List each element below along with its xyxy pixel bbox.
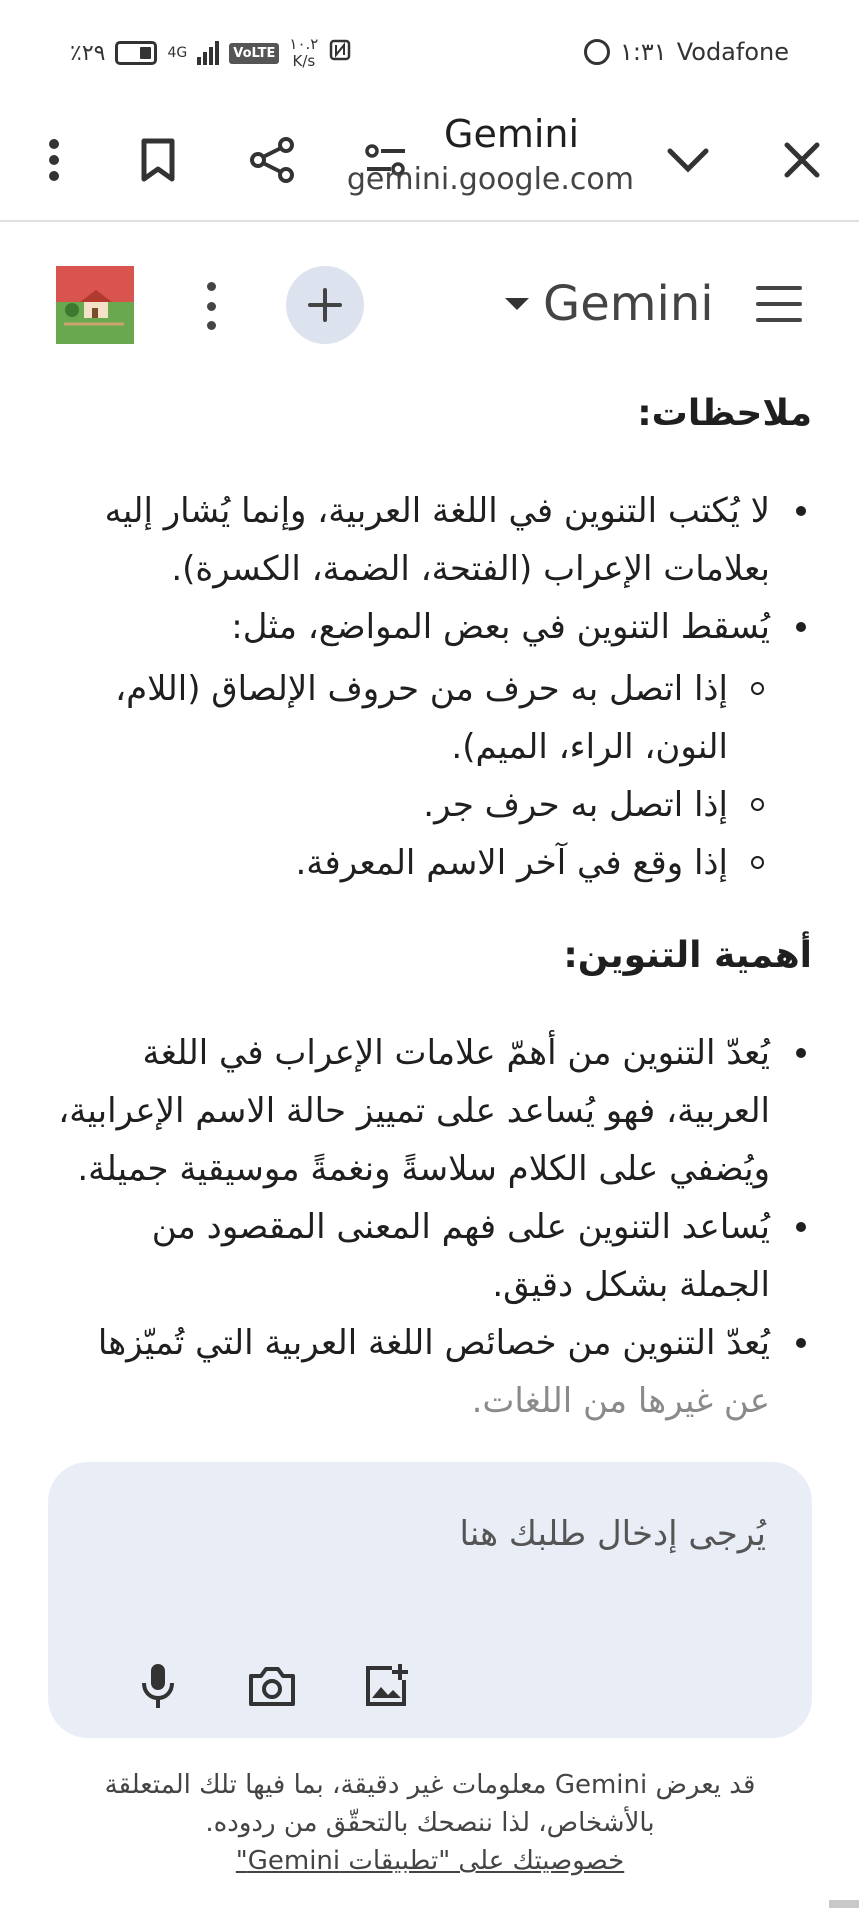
- avatar[interactable]: [56, 266, 134, 344]
- disclaimer-text: قد يعرض Gemini معلومات غير دقيقة، بما فيها تلك المتعلقة بالأشخاص، لذا ننصحك بالتحقّق من ردوده.: [104, 1770, 756, 1838]
- signal-icon: [197, 41, 219, 65]
- importance-section: [56, 930, 812, 1430]
- battery-icon: [115, 41, 157, 65]
- list-item: إذا اتصل به حرف جر.: [56, 776, 770, 834]
- speed-unit: K/s: [292, 52, 316, 70]
- camera-icon[interactable]: [244, 1658, 300, 1714]
- chevron-down-icon[interactable]: [658, 130, 718, 190]
- bookmark-icon[interactable]: [128, 130, 188, 190]
- privacy-link[interactable]: خصوصيتك على "تطبيقات Gemini": [235, 1846, 625, 1876]
- importance-heading: أهمية التنوين:: [563, 935, 812, 976]
- page-title: Gemini: [444, 112, 580, 156]
- scrollbar[interactable]: [829, 1900, 859, 1908]
- app-header: [0, 262, 859, 350]
- response-content: [56, 388, 812, 1430]
- browser-toolbar: [0, 100, 859, 222]
- list-item: يُعدّ التنوين من أهمّ علامات الإعراب في اللغة العربية، فهو يُساعد على تمييز حالة الاسم الإعرابية، ويُضفي على الكلام سلاسةً ونغمةً موسيقية جميلة.: [56, 1024, 812, 1198]
- speed-value: ١٠.٢: [289, 35, 319, 53]
- more-vert-icon[interactable]: [24, 130, 84, 190]
- carrier-name: Vodafone: [676, 38, 789, 66]
- more-options-icon[interactable]: [196, 282, 226, 330]
- status-right: [584, 38, 789, 66]
- whatsapp-icon: [584, 39, 610, 65]
- notes-list: [56, 482, 812, 656]
- list-item: يُساعد التنوين على فهم المعنى المقصود من الجملة بشكل دقيق.: [56, 1198, 812, 1314]
- list-item-text: يُعدّ التنوين من خصائص اللغة العربية التي تُميّزها: [97, 1323, 770, 1363]
- list-item: يُسقط التنوين في بعض المواضع، مثل:: [56, 598, 812, 656]
- disclaimer: [80, 1766, 780, 1880]
- importance-list: [56, 1024, 812, 1430]
- notes-heading: ملاحظات:: [637, 393, 812, 434]
- share-icon[interactable]: [242, 130, 302, 190]
- mic-icon[interactable]: [130, 1658, 186, 1714]
- list-item-text-faded: عن غيرها من اللغات.: [471, 1381, 770, 1421]
- add-photo-icon[interactable]: [358, 1658, 414, 1714]
- new-chat-button[interactable]: [286, 266, 364, 344]
- prompt-input[interactable]: يُرجى إدخال طلبك هنا: [459, 1514, 766, 1554]
- list-item: لا يُكتب التنوين في اللغة العربية، وإنما يُشار إليه بعلامات الإعراب (الفتحة، الضمة، الكسرة).: [56, 482, 812, 598]
- nfc-icon: [328, 38, 352, 68]
- volte-badge: VoLTE: [229, 43, 279, 64]
- status-left: [70, 36, 352, 70]
- page-url[interactable]: gemini.google.com: [346, 162, 634, 197]
- prompt-box[interactable]: [48, 1462, 812, 1738]
- status-bar: [0, 0, 859, 100]
- model-selector[interactable]: [505, 276, 714, 332]
- dropdown-caret-icon: [505, 298, 529, 310]
- battery-percent: ٪٢٩: [70, 40, 106, 66]
- status-time: ١:٣١: [619, 38, 667, 66]
- plus-icon: [307, 287, 343, 323]
- list-item: [56, 1314, 812, 1430]
- network-speed: [289, 36, 318, 70]
- list-item: إذا اتصل به حرف من حروف الإلصاق (اللام، النون، الراء، الميم).: [56, 660, 770, 776]
- app-title: Gemini: [543, 276, 714, 332]
- sub-notes-list: [56, 660, 770, 892]
- close-icon[interactable]: [772, 130, 832, 190]
- hamburger-menu-icon[interactable]: [756, 286, 802, 322]
- network-gen: 4G: [167, 45, 188, 61]
- list-item: إذا وقع في آخر الاسم المعرفة.: [56, 834, 770, 892]
